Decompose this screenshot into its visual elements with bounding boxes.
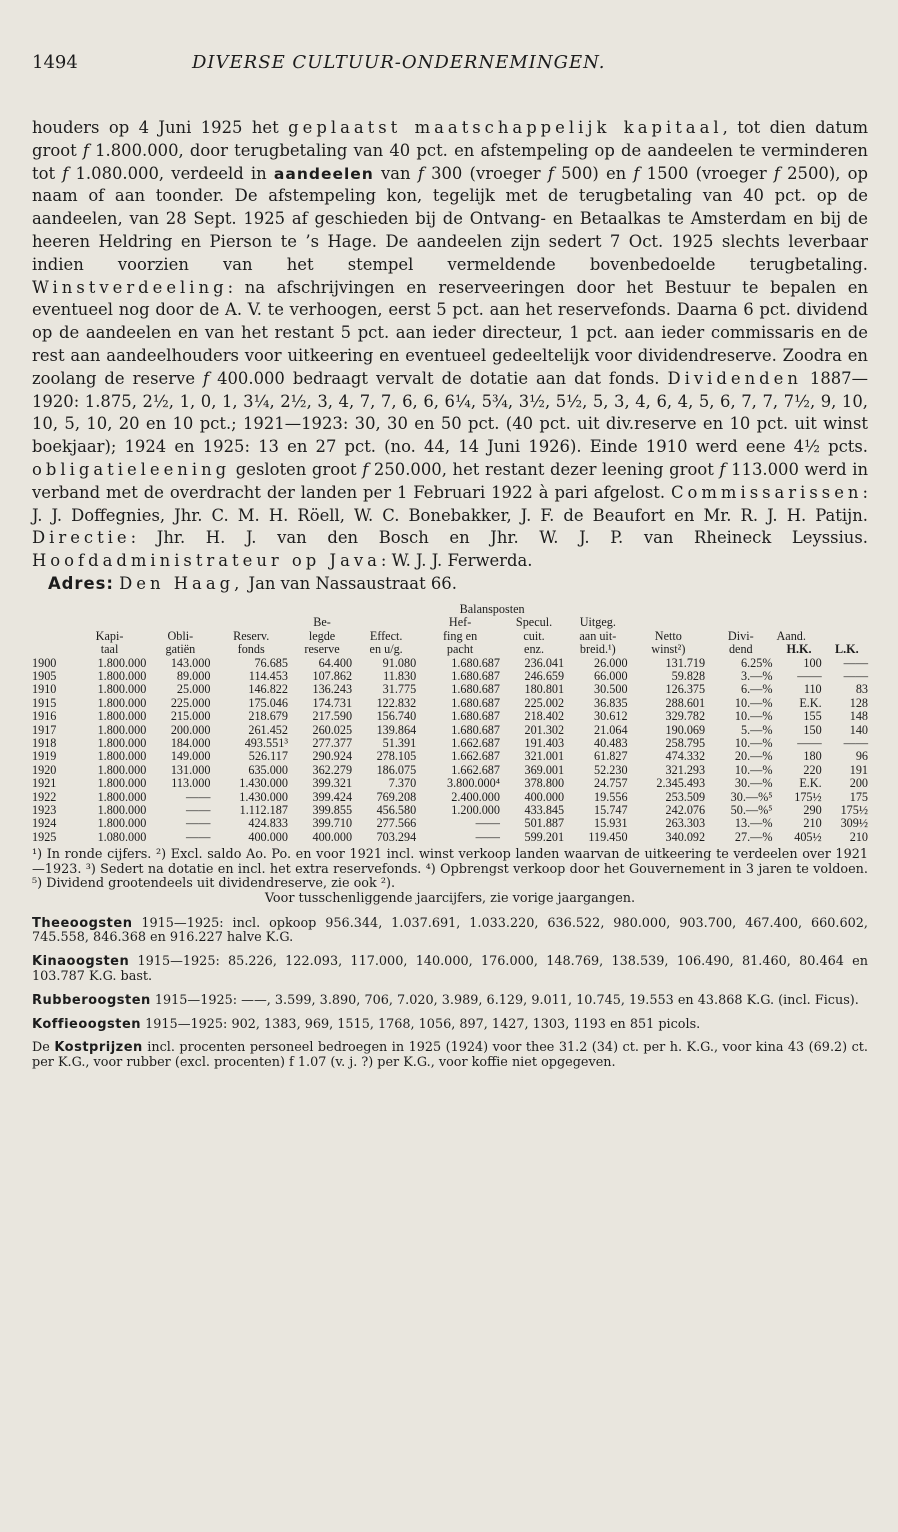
table-cell: —— xyxy=(186,803,211,818)
table-cell: 405½ xyxy=(794,829,822,844)
column-header: Obli- xyxy=(167,628,194,643)
column-header: Aand. xyxy=(776,628,806,643)
table-row xyxy=(32,657,870,670)
table-cell: 258.795 xyxy=(665,736,706,750)
table-cell: 263.303 xyxy=(665,816,706,831)
column-header: breid.¹) xyxy=(579,642,616,657)
table-cell: 703.294 xyxy=(376,829,417,844)
table-row xyxy=(32,710,870,723)
table-cell: —— xyxy=(186,816,211,831)
table-cell: 635.000 xyxy=(248,762,288,777)
paragraph-run: 2500), op naam of aan toonder. De afstempeling kon, tegelijk met de terugbetaling van 40 pct. op de aandeelen, van 28 Sept. 1925 af geschieden bij de Ontvang- en Betaalkas te Amsterdam en bij de heeren Heldring en Pierson te ’s Hage. De aandeelen zijn sedert 7 Oct. 1925 slechts leverbaar indien voorzien van het stempel vermeldende bovenbedoelde terugbetaling. xyxy=(32,163,868,274)
row-year: 1910 xyxy=(32,682,57,697)
table-cell: 110 xyxy=(803,682,822,697)
table-cell: 155 xyxy=(803,709,822,724)
table-cell: 1.680.687 xyxy=(451,722,500,737)
section-label: Kostprijzen xyxy=(54,1040,143,1056)
table-row xyxy=(32,724,870,737)
table-cell: E.K. xyxy=(799,695,822,710)
paragraph-run: van xyxy=(373,163,418,183)
table-cell: 126.375 xyxy=(665,682,706,697)
table-cell: 210 xyxy=(849,829,868,844)
column-header: Effect. xyxy=(369,628,403,643)
table-cell: 1.430.000 xyxy=(239,789,288,804)
table-cell: —— xyxy=(843,668,868,683)
table-row xyxy=(32,697,870,710)
paragraph-run: Directie xyxy=(32,528,131,548)
paragraph-run: : J. J. Doffegnies, Jhr. C. M. H. Röell, W. C. Bonebakker, J. F. de Beaufort en Mr. R. J. H. Patijn. xyxy=(32,482,868,525)
row-year: 1900 xyxy=(32,655,57,670)
table-row xyxy=(32,764,870,777)
table-cell: 261.452 xyxy=(248,722,288,737)
section-label: Theeoogsten xyxy=(32,915,133,931)
paragraph-run: f xyxy=(417,163,424,183)
row-year: 1919 xyxy=(32,749,57,764)
table-cell: 1.800.000 xyxy=(97,736,147,750)
table-cell: 1.800.000 xyxy=(97,722,147,737)
table-header-row-1 xyxy=(32,630,870,643)
table-cell: 369.001 xyxy=(524,762,565,777)
harvest-section xyxy=(32,955,868,985)
table-cell: —— xyxy=(797,668,822,683)
table-cell: 119.450 xyxy=(588,829,628,844)
table-cell: 27.—% xyxy=(734,829,773,844)
address-street: Jan van Nassaustraat 66. xyxy=(248,573,457,593)
table-cell: 321.001 xyxy=(524,749,565,764)
table-cell: 1.112.187 xyxy=(239,803,288,818)
balance-table xyxy=(32,603,870,844)
table-cell: 6.—% xyxy=(741,682,773,697)
paragraph-run: 1500 (vroeger xyxy=(639,163,774,183)
table-cell: 260.025 xyxy=(312,722,353,737)
table-cell: 5.—% xyxy=(741,722,773,737)
table-cell: 1.800.000 xyxy=(97,709,147,724)
column-header xyxy=(824,630,870,643)
table-cell: 493.551³ xyxy=(244,736,288,750)
column-header: pacht xyxy=(446,642,474,657)
paragraph-run: f xyxy=(719,459,726,479)
table-cell: 1.680.687 xyxy=(451,695,500,710)
table-cell: 362.279 xyxy=(312,762,353,777)
table-cell: 140 xyxy=(849,722,868,737)
paragraph-run: houders op 4 Juni 1925 het xyxy=(32,118,289,137)
table-cell: 150 xyxy=(803,722,822,737)
table-cell: 175.046 xyxy=(248,695,288,710)
row-year: 1915 xyxy=(32,695,57,710)
paragraph-run: , tot dien datum groot xyxy=(32,118,869,160)
table-cell: 236.041 xyxy=(524,655,565,670)
table-cell: 114.453 xyxy=(248,668,288,683)
section-label: Rubberoogsten xyxy=(32,992,151,1008)
table-cell: 26.000 xyxy=(594,655,628,670)
table-cell: 290.924 xyxy=(312,749,353,764)
table-cell: 3.800.000⁴ xyxy=(446,776,500,791)
table-cell: 599.201 xyxy=(524,829,565,844)
table-cell: 1.800.000 xyxy=(97,803,147,818)
paragraph-run: Hoofdadministrateur op Java xyxy=(32,551,381,571)
table-cell: 526.117 xyxy=(248,749,288,764)
table-cell: 321.293 xyxy=(665,762,706,777)
paragraph-run: f xyxy=(633,163,640,183)
row-year: 1917 xyxy=(32,722,57,737)
table-cell: 220 xyxy=(803,762,822,777)
row-year: 1916 xyxy=(32,709,57,724)
table-row xyxy=(32,777,870,790)
table-cell: 217.590 xyxy=(312,709,353,724)
table-row xyxy=(32,670,870,683)
row-year: 1918 xyxy=(32,736,57,750)
table-cell: 184.000 xyxy=(170,736,211,750)
table-cell: 139.864 xyxy=(376,722,417,737)
row-year: 1925 xyxy=(32,829,57,844)
table-cell: 501.887 xyxy=(524,816,565,831)
table-cell: 30.500 xyxy=(594,682,628,697)
table-cell: 36.835 xyxy=(594,695,628,710)
column-header: taal xyxy=(100,642,119,657)
table-row xyxy=(32,683,870,696)
column-header: gatiën xyxy=(165,642,196,657)
table-cell: 11.830 xyxy=(383,668,417,683)
column-header: Reserv. xyxy=(233,628,270,643)
harvest-section xyxy=(32,994,868,1009)
table-cell: 329.782 xyxy=(665,709,706,724)
harvest-section xyxy=(32,1018,868,1033)
table-cell: 13.—% xyxy=(734,816,773,831)
table-cell: —— xyxy=(186,829,211,844)
table-cell: 24.757 xyxy=(594,776,628,791)
table-cell: 6.25% xyxy=(741,655,773,670)
header-be: Be- xyxy=(313,615,331,630)
table-cell: 76.685 xyxy=(254,655,288,670)
paragraph-run: Dividenden xyxy=(667,368,802,388)
paragraph-run: 500) en xyxy=(553,163,634,183)
section-label: Koffieoogsten xyxy=(32,1016,142,1032)
column-header: dend xyxy=(728,642,753,657)
table-cell: 40.483 xyxy=(594,736,628,750)
paragraph-run: 400.000 bedraagt vervalt de dotatie aan dat fonds. xyxy=(209,368,668,388)
table-cell: —— xyxy=(843,736,868,750)
table-cell: 131.000 xyxy=(170,762,211,777)
table-cell: 399.321 xyxy=(312,776,353,791)
row-year: 1924 xyxy=(32,816,57,831)
table-cell: 10.—% xyxy=(734,695,773,710)
table-cell: 59.828 xyxy=(671,668,706,683)
column-header: H.K. xyxy=(786,642,812,657)
footnotes xyxy=(32,848,868,906)
table-cell: 278.105 xyxy=(376,749,417,764)
table-cell: 433.845 xyxy=(524,803,565,818)
paragraph-run: 1.080.000, verdeeld in xyxy=(68,163,274,183)
paragraph-run: : Jhr. H. J. van den Bosch en Jhr. W. J. P. van Rheineck Leyssius. xyxy=(130,528,868,548)
table-cell: 309½ xyxy=(840,816,868,831)
table-cell: 1.662.687 xyxy=(451,736,500,750)
table-body xyxy=(32,657,870,845)
table-cell: —— xyxy=(475,816,500,831)
table-cell: —— xyxy=(843,655,868,670)
harvest-section xyxy=(32,1041,868,1071)
section-text: incl. procenten personeel bedroegen in 1925 (1924) voor thee 31.2 (34) ct. per h. K.G., voor kina 43 (69.2) ct. per K.G., voor rubber (excl. procenten) f 1.07 (v. j. ?) per K.G., voor koffie niet opgegeven. xyxy=(32,1040,868,1071)
table-cell: 191.403 xyxy=(524,736,565,750)
table-cell: 113.000 xyxy=(171,776,211,791)
footnote-text: ¹) In ronde cijfers. ²) Excl. saldo Ao. Po. en voor 1921 incl. winst verkoop landen waarvan de uitkeering te verdeelen over 1921—1923. ³) Sedert na dotatie en incl. het extra reservefonds. ⁴) Opbrengst verkoop door het Gouvernement in 3 jaren te voldoen. ⁵) Dividend grootendeels uit dividendreserve, zie ook ²). xyxy=(32,847,868,892)
harvest-section xyxy=(32,917,868,947)
table-cell: 288.601 xyxy=(665,695,706,710)
table-header-row-2 xyxy=(32,643,870,656)
table-cell: 100 xyxy=(803,655,822,670)
table-cell: 15.747 xyxy=(594,803,628,818)
table-cell: —— xyxy=(475,829,500,844)
table-cell: 136.243 xyxy=(312,682,353,697)
table-cell: 50.—%⁵ xyxy=(730,803,773,818)
table-cell: 10.—% xyxy=(734,736,773,750)
table-cell: 91.080 xyxy=(382,655,417,670)
paragraph-run: f xyxy=(773,163,780,183)
table-cell: 215.000 xyxy=(170,709,211,724)
table-cell: 64.400 xyxy=(318,655,353,670)
table-cell: 128 xyxy=(849,695,868,710)
table-row xyxy=(32,831,870,844)
table-cell: 89.000 xyxy=(176,668,211,683)
running-head xyxy=(32,52,868,73)
paragraph-run: 250.000, het restant dezer leening groot xyxy=(368,459,720,479)
table-cell: E.K. xyxy=(799,776,822,791)
address xyxy=(48,573,868,595)
table-cell: 1.800.000 xyxy=(97,668,147,683)
table-cell: 246.659 xyxy=(524,668,565,683)
table-cell: 51.391 xyxy=(382,736,417,750)
table-cell: 146.822 xyxy=(248,682,288,697)
table-cell: 10.—% xyxy=(734,762,773,777)
table-cell: 149.000 xyxy=(170,749,211,764)
paragraph-run: obligatieleening xyxy=(32,459,231,479)
table-cell: 122.832 xyxy=(376,695,417,710)
table-cell: 174.731 xyxy=(312,695,353,710)
section-text: 1915—1925: 902, 1383, 969, 1515, 1768, 1056, 897, 1427, 1303, 1193 en 851 picols. xyxy=(141,1016,701,1032)
table-cell: 242.076 xyxy=(665,803,706,818)
paragraph-run: gesloten groot xyxy=(230,459,363,479)
table-group-header-2 xyxy=(32,616,870,629)
paragraph-run: f xyxy=(203,368,210,388)
table-cell: 277.377 xyxy=(312,736,353,750)
table-cell: 175½ xyxy=(794,789,822,804)
header-specul: Specul. xyxy=(515,615,553,630)
table-cell: 218.402 xyxy=(524,709,565,724)
table-cell: 1.680.687 xyxy=(451,682,500,697)
table-cell: 30.—% xyxy=(734,776,773,791)
table-cell: 399.710 xyxy=(312,816,353,831)
table-cell: 210 xyxy=(803,816,822,831)
table-cell: 456.580 xyxy=(376,803,417,818)
column-header: winst²) xyxy=(651,642,686,657)
column-header: fing en xyxy=(442,628,478,643)
column-header: Kapi- xyxy=(95,628,124,643)
section-text: 1915—1925: 85.226, 122.093, 117.000, 140.000, 176.000, 148.769, 138.539, 106.490, 81.460, 80.464 en 103.787 K.G. bast. xyxy=(32,954,868,985)
table-cell: 96 xyxy=(855,749,868,764)
paragraph-run: f xyxy=(82,140,89,160)
table-cell: 61.827 xyxy=(594,749,628,764)
column-header: fonds xyxy=(237,642,265,657)
table-cell: 400.000 xyxy=(248,829,288,844)
section-prefix: De xyxy=(32,1040,55,1056)
table-cell: 180 xyxy=(803,749,822,764)
table-cell: 400.000 xyxy=(312,829,353,844)
table-row xyxy=(32,737,870,750)
table-row xyxy=(32,750,870,763)
table-cell: 1.800.000 xyxy=(97,762,147,777)
table-cell: 201.302 xyxy=(524,722,565,737)
row-year: 1922 xyxy=(32,789,57,804)
table-cell: 19.556 xyxy=(594,789,628,804)
column-header: L.K. xyxy=(834,642,859,657)
column-header: cuit. xyxy=(523,628,545,643)
paragraph-run: 1887—1920: 1.875, 2½, 1, 0, 1, 3¼, 2½, 3, 4, 7, 7, 6, 6, 6¼, 5¾, 3½, 5½, 5, 3, 4, 6, 4, 5, 6, 7, 7, 7½, 9, 10, 10, 5, 10, 20 en 10 pct.; 1921—1923: 30, 30 en 50 pct. (40 pct. uit div.reserve en 10 pct. uit winst boekjaar); 1924 en 1925: 13 en 27 pct. (no. 44, 14 Juni 1926). Einde 1910 werd eene 4½ pcts. xyxy=(32,368,868,457)
table-cell: 399.424 xyxy=(312,789,353,804)
header-hef: Hef- xyxy=(448,615,472,630)
table-group-header xyxy=(32,603,870,616)
column-header: en u/g. xyxy=(369,642,403,657)
table-cell: 277.566 xyxy=(376,816,417,831)
paragraph-run: geplaatst maatschappelijk kapitaal xyxy=(288,118,723,137)
paragraph-run: f xyxy=(362,459,369,479)
paragraph-run: Winstverdeeling xyxy=(32,277,228,297)
table-cell: 225.000 xyxy=(170,695,211,710)
table-cell: 2.345.493 xyxy=(656,776,706,791)
table-cell: 66.000 xyxy=(594,668,628,683)
table-cell: 1.680.687 xyxy=(451,668,500,683)
table-cell: 3.—% xyxy=(741,668,773,683)
table-cell: 378.800 xyxy=(524,776,565,791)
table-cell: 143.000 xyxy=(170,655,211,670)
table-cell: 186.075 xyxy=(376,762,417,777)
table-cell: 253.509 xyxy=(665,789,706,804)
table-cell: 1.200.000 xyxy=(451,803,500,818)
section-text: 1915—1925: ——, 3.599, 3.890, 706, 7.020, 3.989, 6.129, 9.011, 10.745, 19.553 en 43.868 K.G. (incl. Ficus). xyxy=(150,992,859,1008)
table-row xyxy=(32,817,870,830)
paragraph-run: aandeelen xyxy=(273,164,374,183)
page-number: 1494 xyxy=(32,52,78,73)
table-cell: 107.862 xyxy=(312,668,353,683)
paragraph-run: f xyxy=(62,163,69,183)
table-cell: 340.092 xyxy=(665,829,706,844)
table-cell: 1.800.000 xyxy=(97,749,147,764)
table-cell: 175½ xyxy=(840,803,868,818)
table-cell: 399.855 xyxy=(312,803,353,818)
table-cell: 218.679 xyxy=(248,709,288,724)
table-cell: 1.800.000 xyxy=(97,682,147,697)
table-cell: 769.208 xyxy=(376,789,417,804)
table-cell: 30.—%⁵ xyxy=(730,789,773,804)
table-cell: 1.800.000 xyxy=(97,695,147,710)
table-cell: 21.064 xyxy=(594,722,628,737)
table-cell: 1.662.687 xyxy=(451,749,500,764)
table-cell: 131.719 xyxy=(665,655,706,670)
table-cell: 10.—% xyxy=(734,709,773,724)
column-header: reserve xyxy=(304,642,340,657)
table-cell: 15.931 xyxy=(594,816,628,831)
table-cell: 424.833 xyxy=(248,816,288,831)
table-cell: 7.370 xyxy=(388,776,417,791)
paragraph-run: Commissarissen xyxy=(670,482,863,502)
table-cell: 1.430.000 xyxy=(239,776,288,791)
table-cell: 191 xyxy=(849,762,868,777)
header-uitgeg: Uitgeg. xyxy=(579,615,616,630)
table-cell: 175 xyxy=(849,789,868,804)
table-cell: 25.000 xyxy=(176,682,211,697)
row-year: 1921 xyxy=(32,776,57,791)
address-city: Den Haag, xyxy=(119,573,244,593)
table-cell: 225.002 xyxy=(524,695,565,710)
paragraph-run: 113.000 werd in verband met de overdracht der landen per 1 Februari 1922 à pari afgelost. xyxy=(32,459,868,502)
paragraph-run: 1.800.000, door terugbetaling van 40 pct. en afstempeling op de aandeelen te verminderen tot xyxy=(32,140,868,183)
table-cell: 52.230 xyxy=(594,762,628,777)
group-balansposten: Balansposten xyxy=(459,601,525,616)
table-cell: —— xyxy=(186,789,211,804)
column-header: legde xyxy=(308,628,336,643)
table-cell: 190.069 xyxy=(665,722,706,737)
table-cell: 290 xyxy=(803,803,822,818)
paragraph-run: f xyxy=(547,163,554,183)
table-cell: 200.000 xyxy=(170,722,211,737)
row-year: 1905 xyxy=(32,668,57,683)
table-cell: 1.800.000 xyxy=(97,655,147,670)
see-also-note: Voor tusschenliggende jaarcijfers, zie vorige jaargangen. xyxy=(264,891,636,907)
table-cell: 200 xyxy=(849,776,868,791)
table-cell: 1.080.000 xyxy=(97,829,147,844)
table-row xyxy=(32,791,870,804)
table-cell: 31.775 xyxy=(382,682,417,697)
table-cell: 400.000 xyxy=(524,789,565,804)
table-cell: 148 xyxy=(849,709,868,724)
paragraph-run: : na afschrijvingen en reserveeringen door het Bestuur te bepalen en eventueel nog door de A. V. te verhoogen, eerst 5 pct. aan het reservefonds. Daarna 6 pct. dividend op de aandeelen en van het restant 5 pct. aan ieder directeur, 1 pct. aan ieder commissaris en de rest aan aandeelhouders voor uitkeering en eventueel gedeeltelijk voor dividendreserve. Zoodra en zoolang de reserve xyxy=(32,277,868,388)
table-cell: 1.800.000 xyxy=(97,776,147,791)
address-label: Adres: xyxy=(48,573,114,593)
table-cell: 156.740 xyxy=(376,709,417,724)
column-header: enz. xyxy=(524,642,545,657)
column-header: Netto xyxy=(654,628,682,643)
table-cell: 83 xyxy=(855,682,868,697)
table-cell: —— xyxy=(797,736,822,750)
table-cell: 1.680.687 xyxy=(451,655,500,670)
table-cell: 1.680.687 xyxy=(451,709,500,724)
row-year: 1923 xyxy=(32,803,57,818)
table-cell: 1.800.000 xyxy=(97,789,147,804)
table-row xyxy=(32,804,870,817)
table-cell: 1.800.000 xyxy=(97,816,147,831)
section-label: Kinaoogsten xyxy=(32,954,130,970)
company-description xyxy=(32,117,868,573)
running-title: DIVERSE CULTUUR-ONDERNEMINGEN. xyxy=(192,52,606,73)
column-header: Divi- xyxy=(727,628,754,643)
table-cell: 180.801 xyxy=(524,682,565,697)
paragraph-run: 300 (vroeger xyxy=(423,163,548,183)
table-cell: 1.662.687 xyxy=(451,762,500,777)
row-year: 1920 xyxy=(32,762,57,777)
table-cell: 20.—% xyxy=(734,749,773,764)
harvest-sections xyxy=(32,917,868,1071)
table-cell: 30.612 xyxy=(594,709,628,724)
section-text: 1915—1925: incl. opkoop 956.344, 1.037.691, 1.033.220, 636.522, 980.000, 903.700, 467.400, 660.602, 745.558, 846.368 en 916.227 halve K.G. xyxy=(32,915,868,946)
paragraph-run: : W. J. J. Ferwerda. xyxy=(380,551,533,571)
column-header: aan uit- xyxy=(579,628,617,643)
table-cell: 2.400.000 xyxy=(451,789,500,804)
table-cell: 474.332 xyxy=(665,749,706,764)
